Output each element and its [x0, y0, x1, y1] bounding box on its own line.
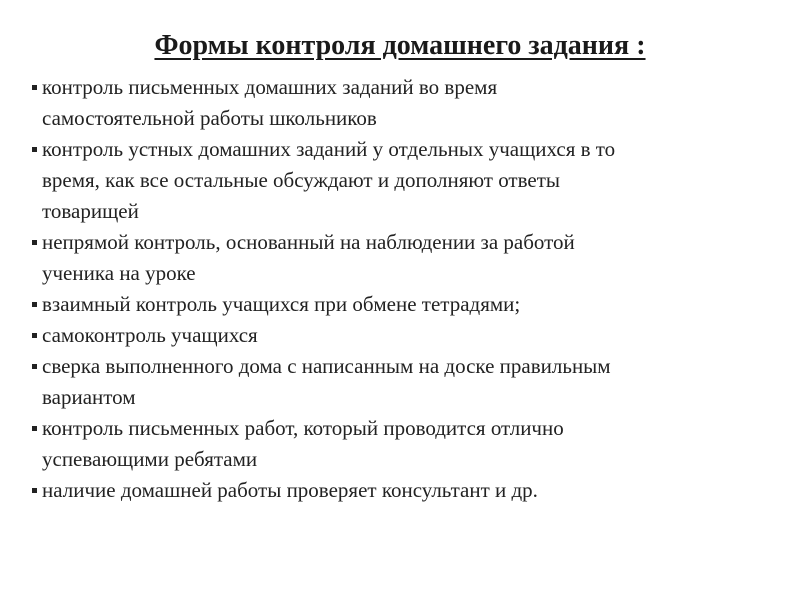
list-item-line: ученика на уроке [42, 261, 196, 285]
list-item [32, 134, 782, 227]
list-item [32, 72, 782, 134]
bullet-list [32, 72, 782, 506]
list-item-line: наличие домашней работы проверяет консультант и др. [42, 478, 538, 502]
list-item-line: сверка выполненного дома с написанным на доске правильным [42, 354, 611, 378]
list-item-line: самоконтроль учащихся [42, 323, 258, 347]
bullet-icon [32, 240, 37, 245]
bullet-icon [32, 364, 37, 369]
bullet-icon [32, 147, 37, 152]
list-item-line: непрямой контроль, основанный на наблюдении за работой [42, 230, 575, 254]
page-title: Формы контроля домашнего задания : [154, 30, 646, 61]
list-item-line: контроль устных домашних заданий у отдельных учащихся в то [42, 137, 616, 161]
list-item-line: вариантом [42, 385, 136, 409]
list-item [32, 289, 782, 320]
list-item [32, 227, 782, 289]
list-item [32, 320, 782, 351]
list-item-line: самостоятельной работы школьников [42, 106, 377, 130]
list-item [32, 475, 782, 506]
list-item [32, 351, 782, 413]
bullet-icon [32, 488, 37, 493]
list-item-line: взаимный контроль учащихся при обмене тетрадями; [42, 292, 521, 316]
list-item [32, 413, 782, 475]
bullet-icon [32, 426, 37, 431]
bullet-icon [32, 302, 37, 307]
bullet-icon [32, 333, 37, 338]
bullet-icon [32, 85, 37, 90]
list-item-line: время, как все остальные обсуждают и дополняют ответы [42, 168, 560, 192]
list-item-line: товарищей [42, 199, 139, 223]
list-item-line: контроль письменных домашних заданий во время [42, 75, 498, 99]
list-item-line: контроль письменных работ, который проводится отлично [42, 416, 564, 440]
list-item-line: успевающими ребятами [42, 447, 258, 471]
